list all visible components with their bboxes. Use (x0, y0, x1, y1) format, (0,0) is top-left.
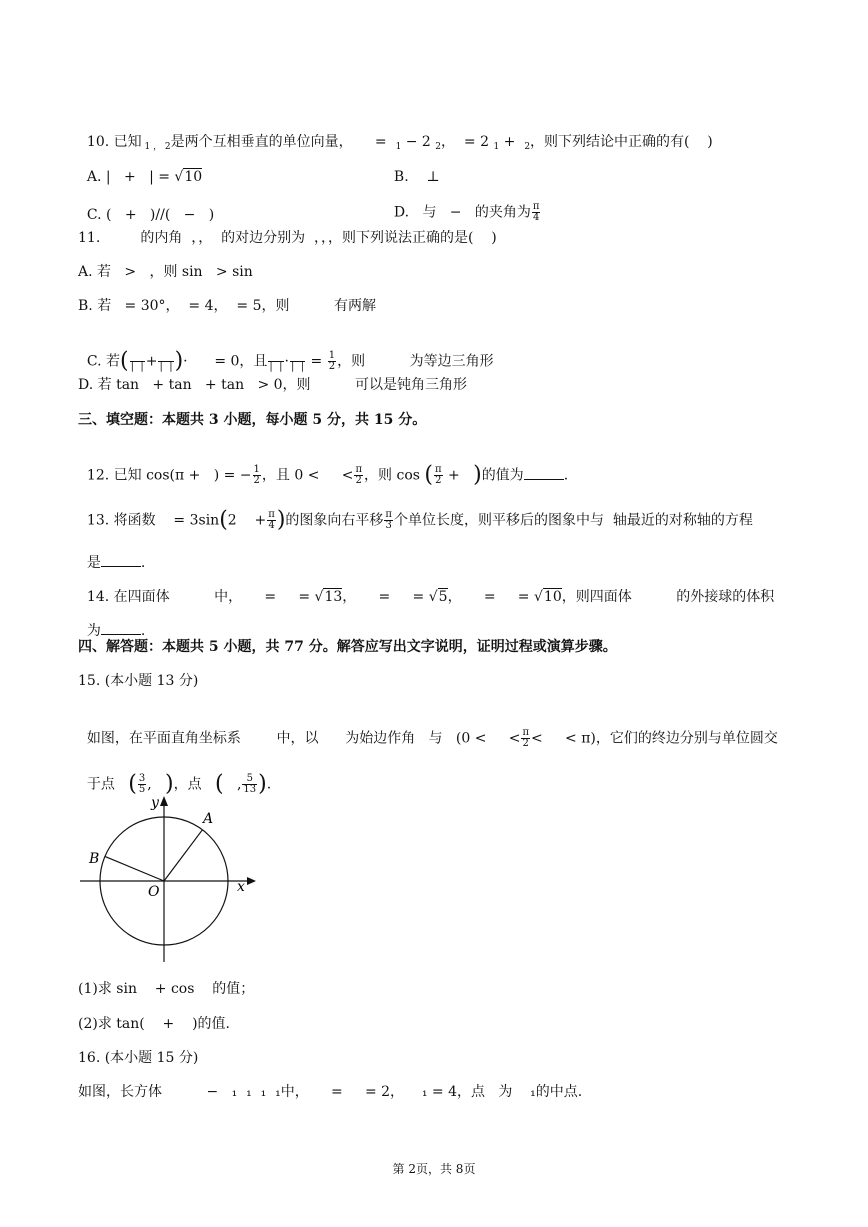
q13-line2: 是 . (86, 555, 146, 571)
q13-answer-blank (101, 554, 141, 567)
q15-part2: (2)求 tan( + )的值. (78, 1016, 230, 1032)
q10-d-label: D. (393, 204, 410, 221)
page-footer: 第 2页，共 8页 (392, 1162, 476, 1176)
q10-option-d (385, 184, 541, 223)
q10-option-b (385, 150, 440, 186)
q13-d: 个单位长度，则平移后的图象中与 轴最近的对称轴的方程 (394, 512, 753, 529)
q10-b-label: B. (393, 169, 409, 185)
unit-circle-figure (75, 790, 260, 970)
q12-answer-blank (524, 467, 564, 480)
ray-ob (105, 856, 164, 881)
q10-option-c (78, 188, 214, 224)
q12-c: ，则 cos (364, 467, 420, 484)
q10-a-label: A. (86, 169, 102, 185)
q15-head: 15. (本小题 13 分) (78, 673, 199, 689)
q14-a: 14. 在四面体 中， = = (86, 589, 311, 605)
section-3-heading: 三、填空题：本题共 3 小题，每小题 5 分，共 15 分。 (78, 412, 427, 428)
y-axis-arrow (160, 796, 168, 806)
q13-c: 的图象向右平移 (285, 512, 384, 529)
q11-c-c: ，则 为等边三角形 (337, 353, 494, 370)
q14: 14. 在四面体 中， = = √13， = = √5， = = √10，则四面体 的外接球的体积 (86, 589, 775, 605)
q11-c-a: C. 若 (86, 353, 121, 370)
section-4-heading: 四、解答题：本题共 5 小题，共 77 分。解答应写出文字说明，证明过程或演算步骤。 (78, 639, 617, 655)
q10-b-text: ⊥ (426, 169, 440, 185)
q10-stem-c: 则下列结论中正确的有( ) (544, 134, 713, 150)
q16-head: 16. (本小题 15 分) (78, 1050, 199, 1066)
point-b-label: B (89, 851, 100, 867)
q10-a-sqrt: 10 (184, 169, 203, 185)
q10-stem-b: 是两个互相垂直的单位向量， (170, 134, 353, 150)
q13: 13. 将函数 = 3sin(2 + $\frac{\pi}{4}$ )的图象向右平移 $\frac{\pi}{3}$ 个单位长度，则平移后的图象中与 轴最近的对称轴的方程 (86, 507, 753, 533)
q11-c-half: $\frac{1}{2}$ (328, 350, 336, 372)
q14-line2: 为 . (86, 623, 146, 639)
ray-oa (164, 830, 202, 881)
y-label: y (151, 795, 159, 811)
x-axis-arrow (247, 877, 256, 885)
q11-c-b: = 0，且 (214, 353, 268, 370)
q11-option-d: D. 若 tan + tan + tan > 0，则 可以是钝角三角形 (78, 377, 468, 393)
q14-b: ， = = (342, 589, 425, 605)
q15-text1: 如图，在平面直角坐标系 中，以 为始边作角 与 (0 < < $\frac{\pi}{2}$ < < π)，它们的终边分别与单位圆交 (86, 727, 778, 749)
q10-c-label: C. (86, 207, 102, 223)
q14-answer-blank (101, 622, 141, 635)
x-label: x (237, 879, 245, 895)
q10-c-text: ( + )//( − ) (106, 207, 215, 223)
q10-stem: 10. 已知 $_{1 , 2}$是两个互相垂直的单位向量， = $_1$ − 2 $_2$， = 2 $_1$ + $_2$，则下列结论中正确的有( ) (86, 134, 713, 152)
q11-option-c: C. 若( | | + | | )· = 0，且 | | · | | = $\frac{1}{2}$ ，则 为等边三角形 (86, 348, 494, 374)
q13-a: 13. 将函数 = 3sin (86, 512, 220, 529)
origin-label: O (148, 884, 160, 900)
q13-b: 2 + (227, 512, 267, 529)
q14-d: ，则四面体 的外接球的体积 (561, 589, 775, 605)
q11-stem: 11. 的内角 ，， 的对边分别为 ，，，则下列说法正确的是( ) (78, 230, 497, 246)
q10-d-fraction: $\frac{\pi}{4}$ (532, 201, 540, 223)
point-a-label: A (203, 811, 214, 827)
q10-d-text: 与 − 的夹角为 (422, 204, 531, 221)
q15-part1: (1)求 sin + cos 的值； (78, 981, 255, 997)
q12-b: ，且 0 < < (261, 467, 354, 484)
q16-text: 如图，长方体 − ₁ ₁ ₁ ₁中， = = 2， ₁ = 4，点 为 ₁的中点. (78, 1084, 583, 1100)
q10-stem-a: 10. 已知 (86, 134, 142, 150)
q15-text2: 于点 ( $\frac{3}{5}$ , )，点 ( , $\frac{5}{13}$ ). (86, 771, 272, 797)
q10-option-a: A. | + | = √10 (86, 169, 203, 185)
q12-a: 12. 已知 cos(π + ) = − (86, 467, 252, 484)
q12: 12. 已知 cos(π + ) = − $\frac{1}{2}$ ，且 0 < < $\frac{\pi}{2}$ ，则 cos ( $\frac{\pi}{2}$ + )的值为 . (86, 462, 569, 488)
q14-c: ， = = (447, 589, 530, 605)
q12-d: 的值为 (481, 467, 524, 484)
q11-option-b: B. 若 = 30°， = 4， = 5，则 有两解 (78, 298, 377, 314)
q11-option-a: A. 若 > ，则 sin > sin (78, 264, 253, 280)
